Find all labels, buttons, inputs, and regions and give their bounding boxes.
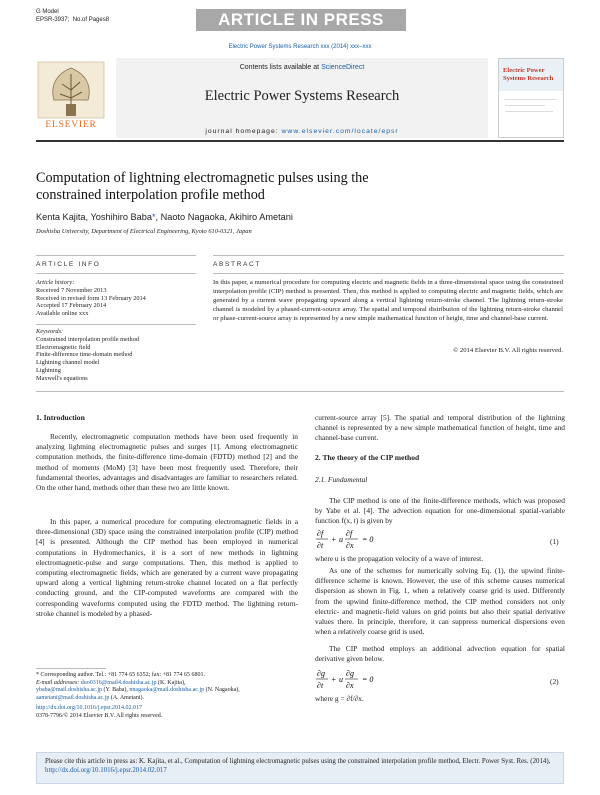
info-rule-top: [36, 255, 196, 256]
doi-link[interactable]: http://dx.doi.org/10.1016/j.epsr.2014.02.017: [36, 704, 143, 711]
cip-paragraph-1: The CIP method is one of the finite-difference methods, which was proposed by Yabe et al. [4]. The advection equation for one-dimensional spatial-variable function f(x, t) is given by: [315, 496, 565, 526]
svg-text:∂t: ∂t: [317, 681, 324, 690]
svg-text:∂f: ∂f: [317, 529, 324, 538]
cover-title: Electric Power Systems Research: [503, 67, 554, 82]
keyword: Lightning channel model: [36, 359, 100, 367]
article-in-press-banner: ARTICLE IN PRESS: [196, 9, 406, 31]
corresponding-author-mark[interactable]: *: [151, 212, 156, 222]
cip-paragraph-3: The CIP method employs an additional advection equation for spatial derivative given below.: [315, 644, 565, 664]
keywords-label: Keywords:: [36, 328, 64, 335]
title-line-1: Computation of lightning electromagnetic pulses using the: [36, 170, 369, 186]
email-label: E-mail addresses:: [36, 679, 80, 686]
email-link[interactable]: ybaba@mail.doshisha.ac.jp: [36, 687, 103, 694]
svg-text:u: u: [339, 535, 343, 544]
abstract-heading: ABSTRACT: [213, 261, 261, 268]
info-rule-bottom: [36, 273, 196, 274]
svg-text:+: +: [331, 535, 337, 544]
cite-box: [36, 752, 564, 784]
svg-text:= 0: = 0: [362, 675, 374, 684]
contents-prefix: Contents lists available at: [239, 64, 320, 71]
cite-prefix: Please cite this article in press as: K. Kajita, et al., Computation of lightning electromagnetic pulses using the constrained interpolation profile method, Electr. Power Syst. Res. (2014),: [45, 758, 551, 765]
journal-cover: [498, 58, 564, 138]
email-link[interactable]: duo0316@mail4.doshisha.ac.jp: [80, 679, 157, 686]
keywords-rule: [36, 324, 196, 325]
svg-text:∂t: ∂t: [317, 541, 324, 550]
keywords: [36, 328, 201, 383]
cite-doi-link[interactable]: http://dx.doi.org/10.1016/j.epsr.2014.02.017: [45, 767, 167, 774]
equation-2: [315, 668, 395, 694]
journal-citation-line[interactable]: Electric Power Systems Research xxx (2014) xxx–xxx: [228, 44, 372, 50]
article-title: [36, 170, 556, 204]
footnotes: [36, 672, 298, 720]
affiliation: Doshisha University, Department of Electrical Engineering, Kyoto 610-0321, Japan: [36, 228, 252, 235]
svg-text:+: +: [331, 675, 337, 684]
article-history: [36, 279, 201, 318]
eq2-explanation: where g = ∂f/∂x.: [315, 694, 364, 703]
svg-text:∂x: ∂x: [346, 541, 354, 550]
journal-title-box: [116, 58, 488, 130]
title-line-2: constrained interpolation profile method: [36, 187, 265, 203]
id-line: EPSR-3937;: [36, 17, 70, 23]
footnote-rule: [36, 668, 106, 669]
abstract-end-rule: [36, 391, 564, 392]
page-count: No.of Pages8: [72, 17, 110, 23]
email-owner: (N. Nagaoka),: [204, 687, 240, 694]
homepage-prefix: journal homepage:: [205, 128, 279, 135]
keyword: Lightning: [36, 366, 61, 374]
article-info-heading: ARTICLE INFO: [36, 261, 101, 268]
email-link[interactable]: aametani@mail.doshisha.ac.jp: [36, 695, 110, 702]
article-id: [36, 17, 109, 25]
history-online: Available online xxx: [36, 310, 89, 318]
keyword: Finite-difference time-domain method: [36, 351, 133, 359]
svg-text:∂x: ∂x: [346, 681, 354, 690]
section-1-heading: 1. Introduction: [36, 413, 85, 422]
svg-text:= 0: = 0: [362, 535, 374, 544]
keyword: Maxwell's equations: [36, 374, 88, 382]
journal-header: [36, 58, 564, 138]
section-2-heading: 2. The theory of the CIP method: [315, 453, 420, 462]
abstract-text: In this paper, a numerical procedure for computing electric and magnetic fields in a three-dimensional space using the constrained interpolation profile (CIP) method is presented. Then, this method is applied to computing electric and magnetic fields, which are generated by a current wave propagating upward along a vertical lightning return-stroke channel. The lightning return-stroke channel is modeled by a phased-current-source array. The spatial and temporal distribution of the lightning return-stroke channel or phase-current-source array is represented by a new simple mathematical function of height, time and channel-base current.: [213, 279, 563, 322]
model-label: G Model: [36, 9, 59, 15]
header-rule: [36, 140, 564, 142]
homepage-bar: [116, 126, 488, 138]
homepage-link[interactable]: www.elsevier.com/locate/epsr: [281, 128, 399, 135]
equation-2-number: (2): [550, 677, 559, 686]
history-label: Article history:: [36, 279, 75, 286]
abstract-rule-bottom: [213, 273, 564, 274]
sciencedirect-link[interactable]: ScienceDirect: [321, 64, 365, 71]
publisher-name[interactable]: ELSEVIER: [45, 120, 97, 130]
authors-first: Kenta Kajita, Yoshihiro Baba: [36, 212, 152, 222]
cip-paragraph-2: As one of the schemes for numerically solving Eq. (1), the upwind finite-difference scheme is known. However, the use of this scheme causes numerical dispersion as shown in Fig. 1, when a relatively coarse grid is used. Differently from the upwind finite-difference method, the CIP method considers not only electric- and magnetic-field values on grid points but also their spatial derivative values there. In principle, therefore, it can suppress numerical dispersions even when a relatively coarse grid is used.: [315, 566, 565, 637]
equation-1: [315, 528, 395, 554]
journal-name[interactable]: Electric Power Systems Research: [204, 88, 400, 104]
email-owner: (K. Kajita),: [156, 679, 186, 686]
email-link[interactable]: nnagaoka@mail.doshisha.ac.jp: [129, 687, 205, 694]
keyword: Constrained interpolation profile method: [36, 335, 140, 343]
contents-line: [116, 63, 488, 72]
abstract-rule-top: [213, 255, 564, 256]
subsection-2-1-heading: 2.1. Fundamental: [315, 475, 368, 484]
email-owner: (Y. Baba),: [102, 687, 130, 694]
elsevier-logo: [36, 60, 106, 130]
cite-text: [37, 753, 563, 779]
svg-text:∂g: ∂g: [346, 669, 354, 678]
email-owner: (A. Ametani).: [109, 695, 145, 702]
keyword: Electromagnetic field: [36, 343, 91, 351]
eq1-explanation: where u is the propagation velocity of a wave of interest.: [315, 554, 484, 563]
authors-rest: , Naoto Nagaoka, Akihiro Ametani: [155, 212, 293, 222]
history-received: Received 7 November 2013: [36, 286, 107, 294]
abstract-copyright: © 2014 Elsevier B.V. All rights reserved.: [453, 347, 563, 354]
svg-text:∂f: ∂f: [346, 529, 353, 538]
svg-text:∂g: ∂g: [317, 669, 325, 678]
history-revised: Received in revised form 13 February 2014: [36, 294, 146, 302]
svg-text:u: u: [339, 675, 343, 684]
intro-paragraph-1: Recently, electromagnetic computation methods have been used frequently in analyzing lightning electromagnetic pulses and surges [1]. Among electromagnetic computation methods, the finite-difference time-domain (FDTD) method [2] and the method of moments (MoM) [3] have been most frequently used. Therefore, their fundamental theories, advantages and disadvantages are familiar to researchers related. On the other hand, methods other than these two are little known.: [36, 432, 298, 493]
issn-line: 0378-7796/© 2014 Elsevier B.V. All rights reserved.: [36, 712, 163, 719]
intro-paragraph-2: In this paper, a numerical procedure for computing electromagnetic fields in a three-dimensional (3D) space using the constrained interpolation profile (CIP) method [4] is presented. Although the CIP method has been employed in numerical computations in Hydromechanics, it is a sort of new methods in lightning electromagnetic-pulse and surge computations. Then, this method is applied to computing electromagnetic fields, which are generated by a current wave propagating upward along a vertical lightning return-stroke channel located on a flat perfectly conducting ground, and the CIP-computed waveforms are compared with the corresponding waveforms computed using the FDTD method. The lightning return-stroke channel is modeled by a phased-: [36, 517, 298, 618]
right-paragraph-0: current-source array [5]. The spatial and temporal distribution of the lightning channel is represented by a new simple mathematical function of height, time and channel-base current.: [315, 413, 565, 443]
authors: [36, 212, 293, 222]
equation-1-number: (1): [550, 537, 559, 546]
history-accepted: Accepted 17 February 2014: [36, 302, 107, 310]
corresponding-author-note: * Corresponding author. Tel.: +81 774 65 6352; fax: +81 774 65 6801.: [36, 672, 206, 678]
